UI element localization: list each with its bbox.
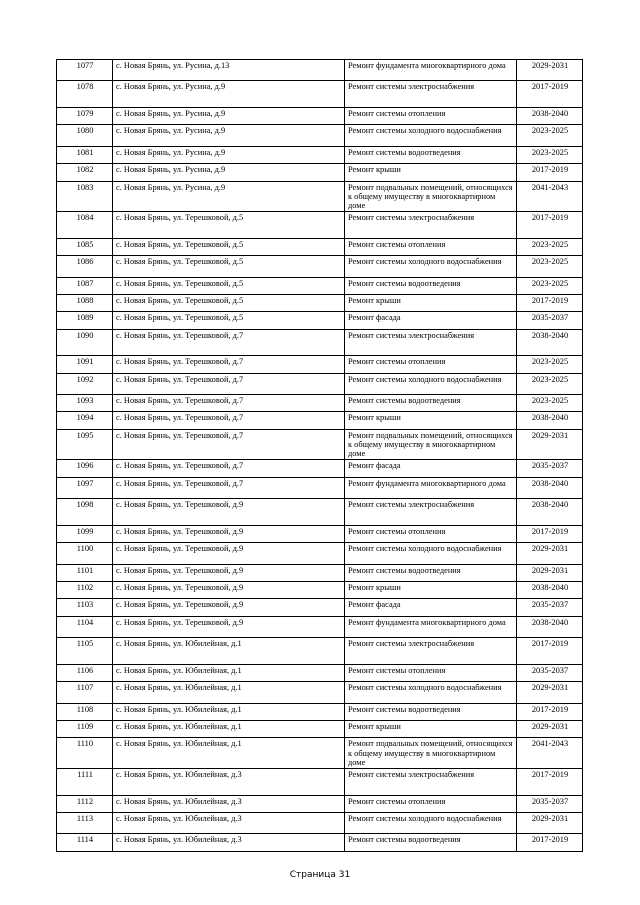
table-row <box>57 429 583 460</box>
row-number-cell: 1078 <box>57 81 113 108</box>
work-type-cell: Ремонт фасада <box>345 599 517 616</box>
table-row <box>57 146 583 163</box>
address-cell: с. Новая Брянь, ул. Русина, д.9 <box>113 164 345 181</box>
period-cell: 2029-2031 <box>517 429 583 460</box>
row-number-cell: 1089 <box>57 312 113 329</box>
row-number-cell: 1106 <box>57 664 113 681</box>
period-cell: 2017-2019 <box>517 81 583 108</box>
work-type-cell: Ремонт системы электроснабжения <box>345 638 517 665</box>
period-cell: 2029-2031 <box>517 812 583 833</box>
period-cell: 2017-2019 <box>517 638 583 665</box>
address-cell: с. Новая Брянь, ул. Терешковой, д.9 <box>113 581 345 598</box>
work-type-cell: Ремонт системы холодного водоснабжения <box>345 812 517 833</box>
address-cell: с. Новая Брянь, ул. Терешковой, д.7 <box>113 460 345 477</box>
address-cell: с. Новая Брянь, ул. Терешковой, д.7 <box>113 477 345 498</box>
row-number-cell: 1096 <box>57 460 113 477</box>
row-number-cell: 1088 <box>57 294 113 311</box>
row-number-cell: 1093 <box>57 395 113 412</box>
row-number-cell: 1087 <box>57 277 113 294</box>
table-row <box>57 256 583 277</box>
table-row <box>57 277 583 294</box>
row-number-cell: 1085 <box>57 238 113 255</box>
table-row <box>57 638 583 665</box>
capital-repair-table <box>56 59 583 852</box>
table-row <box>57 212 583 239</box>
table-body <box>57 60 583 852</box>
row-number-cell: 1113 <box>57 812 113 833</box>
work-type-cell: Ремонт системы водоотведения <box>345 395 517 412</box>
period-cell: 2023-2025 <box>517 256 583 277</box>
table-row <box>57 373 583 394</box>
row-number-cell: 1080 <box>57 125 113 146</box>
address-cell: с. Новая Брянь, ул. Юбилейная, д.1 <box>113 682 345 703</box>
work-type-cell: Ремонт системы отопления <box>345 664 517 681</box>
row-number-cell: 1079 <box>57 107 113 124</box>
row-number-cell: 1100 <box>57 543 113 564</box>
period-cell: 2023-2025 <box>517 146 583 163</box>
work-type-cell: Ремонт системы отопления <box>345 525 517 542</box>
work-type-cell: Ремонт фасада <box>345 460 517 477</box>
table-row <box>57 329 583 356</box>
address-cell: с. Новая Брянь, ул. Юбилейная, д.3 <box>113 812 345 833</box>
table-row <box>57 125 583 146</box>
table-row <box>57 543 583 564</box>
table-row <box>57 107 583 124</box>
address-cell: с. Новая Брянь, ул. Терешковой, д.7 <box>113 329 345 356</box>
address-cell: с. Новая Брянь, ул. Русина, д.13 <box>113 60 345 81</box>
work-type-cell: Ремонт системы отопления <box>345 795 517 812</box>
period-cell: 2035-2037 <box>517 312 583 329</box>
row-number-cell: 1077 <box>57 60 113 81</box>
table-row <box>57 164 583 181</box>
address-cell: с. Новая Брянь, ул. Терешковой, д.5 <box>113 294 345 311</box>
address-cell: с. Новая Брянь, ул. Терешковой, д.7 <box>113 395 345 412</box>
period-cell: 2041-2043 <box>517 181 583 212</box>
table-row <box>57 599 583 616</box>
work-type-cell: Ремонт системы холодного водоснабжения <box>345 125 517 146</box>
table-row <box>57 60 583 81</box>
table-row <box>57 703 583 720</box>
table-row <box>57 294 583 311</box>
address-cell: с. Новая Брянь, ул. Юбилейная, д.1 <box>113 720 345 737</box>
row-number-cell: 1084 <box>57 212 113 239</box>
address-cell: с. Новая Брянь, ул. Терешковой, д.9 <box>113 599 345 616</box>
period-cell: 2038-2040 <box>517 616 583 637</box>
address-cell: с. Новая Брянь, ул. Юбилейная, д.3 <box>113 795 345 812</box>
address-cell: с. Новая Брянь, ул. Терешковой, д.7 <box>113 412 345 429</box>
work-type-cell: Ремонт крыши <box>345 294 517 311</box>
table-row <box>57 738 583 769</box>
table-row <box>57 525 583 542</box>
table-row <box>57 395 583 412</box>
work-type-cell: Ремонт системы электроснабжения <box>345 768 517 795</box>
table-row <box>57 682 583 703</box>
period-cell: 2041-2043 <box>517 738 583 769</box>
work-type-cell: Ремонт системы холодного водоснабжения <box>345 682 517 703</box>
work-type-cell: Ремонт системы электроснабжения <box>345 499 517 526</box>
table-row <box>57 664 583 681</box>
table-row <box>57 477 583 498</box>
address-cell: с. Новая Брянь, ул. Терешковой, д.5 <box>113 312 345 329</box>
period-cell: 2017-2019 <box>517 212 583 239</box>
table-row <box>57 412 583 429</box>
row-number-cell: 1104 <box>57 616 113 637</box>
period-cell: 2023-2025 <box>517 356 583 373</box>
row-number-cell: 1098 <box>57 499 113 526</box>
period-cell: 2017-2019 <box>517 525 583 542</box>
row-number-cell: 1081 <box>57 146 113 163</box>
work-type-cell: Ремонт системы электроснабжения <box>345 329 517 356</box>
work-type-cell: Ремонт системы холодного водоснабжения <box>345 373 517 394</box>
table-row <box>57 812 583 833</box>
work-type-cell: Ремонт подвальных помещений, относящихся к общему имуществу в многоквартирном доме <box>345 738 517 769</box>
address-cell: с. Новая Брянь, ул. Терешковой, д.5 <box>113 212 345 239</box>
period-cell: 2038-2040 <box>517 107 583 124</box>
table-row <box>57 460 583 477</box>
table-row <box>57 720 583 737</box>
work-type-cell: Ремонт фундамента многоквартирного дома <box>345 616 517 637</box>
period-cell: 2017-2019 <box>517 164 583 181</box>
table-row <box>57 616 583 637</box>
address-cell: с. Новая Брянь, ул. Терешковой, д.9 <box>113 543 345 564</box>
row-number-cell: 1110 <box>57 738 113 769</box>
address-cell: с. Новая Брянь, ул. Терешковой, д.7 <box>113 429 345 460</box>
row-number-cell: 1108 <box>57 703 113 720</box>
address-cell: с. Новая Брянь, ул. Русина, д.9 <box>113 181 345 212</box>
row-number-cell: 1105 <box>57 638 113 665</box>
period-cell: 2023-2025 <box>517 125 583 146</box>
address-cell: с. Новая Брянь, ул. Терешковой, д.9 <box>113 616 345 637</box>
period-cell: 2023-2025 <box>517 395 583 412</box>
work-type-cell: Ремонт системы отопления <box>345 107 517 124</box>
period-cell: 2017-2019 <box>517 294 583 311</box>
period-cell: 2017-2019 <box>517 834 583 851</box>
table-row <box>57 238 583 255</box>
period-cell: 2035-2037 <box>517 795 583 812</box>
work-type-cell: Ремонт системы отопления <box>345 356 517 373</box>
row-number-cell: 1109 <box>57 720 113 737</box>
address-cell: с. Новая Брянь, ул. Русина, д.9 <box>113 107 345 124</box>
row-number-cell: 1107 <box>57 682 113 703</box>
work-type-cell: Ремонт фундамента многоквартирного дома <box>345 60 517 81</box>
work-type-cell: Ремонт крыши <box>345 720 517 737</box>
row-number-cell: 1095 <box>57 429 113 460</box>
period-cell: 2029-2031 <box>517 564 583 581</box>
address-cell: с. Новая Брянь, ул. Русина, д.9 <box>113 125 345 146</box>
work-type-cell: Ремонт системы электроснабжения <box>345 81 517 108</box>
row-number-cell: 1086 <box>57 256 113 277</box>
work-type-cell: Ремонт системы водоотведения <box>345 564 517 581</box>
period-cell: 2035-2037 <box>517 460 583 477</box>
work-type-cell: Ремонт системы водоотведения <box>345 277 517 294</box>
address-cell: с. Новая Брянь, ул. Терешковой, д.9 <box>113 499 345 526</box>
table-row <box>57 795 583 812</box>
address-cell: с. Новая Брянь, ул. Терешковой, д.7 <box>113 356 345 373</box>
row-number-cell: 1102 <box>57 581 113 598</box>
work-type-cell: Ремонт подвальных помещений, относящихся к общему имуществу в многоквартирном доме <box>345 429 517 460</box>
period-cell: 2029-2031 <box>517 720 583 737</box>
table-row <box>57 564 583 581</box>
table-row <box>57 81 583 108</box>
table-row <box>57 312 583 329</box>
period-cell: 2029-2031 <box>517 682 583 703</box>
table-row <box>57 834 583 851</box>
address-cell: с. Новая Брянь, ул. Терешковой, д.9 <box>113 564 345 581</box>
row-number-cell: 1097 <box>57 477 113 498</box>
address-cell: с. Новая Брянь, ул. Русина, д.9 <box>113 146 345 163</box>
address-cell: с. Новая Брянь, ул. Терешковой, д.9 <box>113 525 345 542</box>
work-type-cell: Ремонт крыши <box>345 412 517 429</box>
period-cell: 2017-2019 <box>517 768 583 795</box>
table-row <box>57 181 583 212</box>
period-cell: 2023-2025 <box>517 373 583 394</box>
table-row <box>57 581 583 598</box>
work-type-cell: Ремонт системы водоотведения <box>345 703 517 720</box>
work-type-cell: Ремонт крыши <box>345 164 517 181</box>
row-number-cell: 1092 <box>57 373 113 394</box>
work-type-cell: Ремонт системы отопления <box>345 238 517 255</box>
work-type-cell: Ремонт крыши <box>345 581 517 598</box>
work-type-cell: Ремонт системы электроснабжения <box>345 212 517 239</box>
address-cell: с. Новая Брянь, ул. Юбилейная, д.1 <box>113 638 345 665</box>
work-type-cell: Ремонт системы холодного водоснабжения <box>345 543 517 564</box>
work-type-cell: Ремонт системы водоотведения <box>345 146 517 163</box>
row-number-cell: 1090 <box>57 329 113 356</box>
address-cell: с. Новая Брянь, ул. Русина, д.9 <box>113 81 345 108</box>
table-row <box>57 768 583 795</box>
address-cell: с. Новая Брянь, ул. Терешковой, д.5 <box>113 277 345 294</box>
table-row <box>57 499 583 526</box>
row-number-cell: 1111 <box>57 768 113 795</box>
address-cell: с. Новая Брянь, ул. Юбилейная, д.1 <box>113 703 345 720</box>
work-type-cell: Ремонт фасада <box>345 312 517 329</box>
address-cell: с. Новая Брянь, ул. Юбилейная, д.1 <box>113 738 345 769</box>
page-number: Страница 31 <box>289 870 351 880</box>
work-type-cell: Ремонт подвальных помещений, относящихся к общему имуществу в многоквартирном доме <box>345 181 517 212</box>
period-cell: 2023-2025 <box>517 277 583 294</box>
row-number-cell: 1114 <box>57 834 113 851</box>
period-cell: 2038-2040 <box>517 581 583 598</box>
work-type-cell: Ремонт системы водоотведения <box>345 834 517 851</box>
address-cell: с. Новая Брянь, ул. Юбилейная, д.3 <box>113 768 345 795</box>
period-cell: 2023-2025 <box>517 238 583 255</box>
work-type-cell: Ремонт фундамента многоквартирного дома <box>345 477 517 498</box>
address-cell: с. Новая Брянь, ул. Юбилейная, д.3 <box>113 834 345 851</box>
period-cell: 2035-2037 <box>517 664 583 681</box>
period-cell: 2035-2037 <box>517 599 583 616</box>
period-cell: 2029-2031 <box>517 60 583 81</box>
period-cell: 2038-2040 <box>517 477 583 498</box>
work-type-cell: Ремонт системы холодного водоснабжения <box>345 256 517 277</box>
row-number-cell: 1101 <box>57 564 113 581</box>
row-number-cell: 1099 <box>57 525 113 542</box>
row-number-cell: 1083 <box>57 181 113 212</box>
address-cell: с. Новая Брянь, ул. Юбилейная, д.1 <box>113 664 345 681</box>
row-number-cell: 1112 <box>57 795 113 812</box>
period-cell: 2038-2040 <box>517 499 583 526</box>
period-cell: 2038-2040 <box>517 412 583 429</box>
period-cell: 2017-2019 <box>517 703 583 720</box>
table-row <box>57 356 583 373</box>
row-number-cell: 1094 <box>57 412 113 429</box>
period-cell: 2029-2031 <box>517 543 583 564</box>
row-number-cell: 1103 <box>57 599 113 616</box>
period-cell: 2038-2040 <box>517 329 583 356</box>
row-number-cell: 1082 <box>57 164 113 181</box>
row-number-cell: 1091 <box>57 356 113 373</box>
address-cell: с. Новая Брянь, ул. Терешковой, д.5 <box>113 238 345 255</box>
address-cell: с. Новая Брянь, ул. Терешковой, д.7 <box>113 373 345 394</box>
address-cell: с. Новая Брянь, ул. Терешковой, д.5 <box>113 256 345 277</box>
